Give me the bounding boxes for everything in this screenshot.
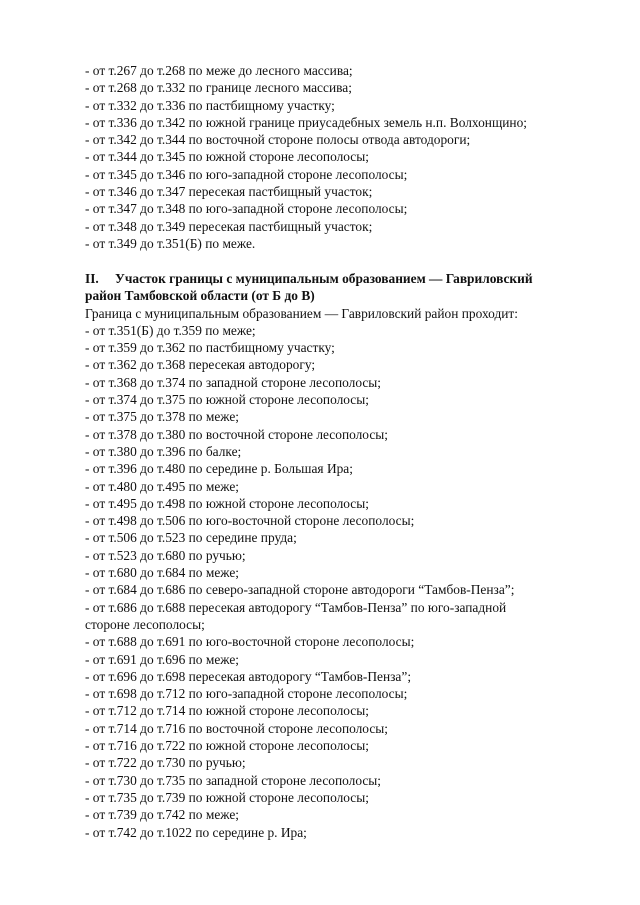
boundary-line: - от т.714 до т.716 по восточной стороне лесополосы; [85, 720, 388, 736]
boundary-line: - от т.378 до т.380 по восточной стороне лесополосы; [85, 426, 388, 442]
boundary-line: - от т.348 до т.349 пересекая пастбищный участок; [85, 218, 373, 234]
boundary-line: - от т.368 до т.374 по западной стороне лесополосы; [85, 374, 382, 390]
boundary-line: - от т.267 до т.268 по меже до лесного массива; [85, 63, 353, 78]
boundary-line: - от т.351(Б) до т.359 по меже; [85, 322, 256, 338]
boundary-line: - от т.349 до т.351(Б) по меже. [85, 235, 256, 251]
boundary-line: - от т.268 до т.332 по границе лесного массива; [85, 80, 352, 96]
boundary-line: - от т.498 до т.506 по юго-восточной стороне лесополосы; [85, 513, 415, 529]
boundary-line: - от т.735 до т.739 по южной стороне лесополосы; [85, 789, 369, 805]
boundary-line: стороне лесополосы; [85, 616, 205, 632]
section-title-line1: Участок границы с муниципальным образованием — Гавриловский [115, 271, 533, 286]
boundary-line: - от т.716 до т.722 по южной стороне лесополосы; [85, 738, 369, 754]
boundary-line: - от т.722 до т.730 по ручью; [85, 755, 246, 771]
boundary-line: - от т.742 до т.1022 по середине р. Ира; [85, 824, 307, 840]
boundary-line: - от т.686 до т.688 пересекая автодорогу “Тамбов-Пенза” по юго-западной [85, 599, 507, 615]
boundary-line: - от т.730 до т.735 по западной стороне лесополосы; [85, 772, 382, 788]
boundary-line: - от т.347 до т.348 по юго-западной стороне лесополосы; [85, 201, 408, 217]
boundary-line: - от т.691 до т.696 по меже; [85, 651, 239, 667]
boundary-line: - от т.712 до т.714 по южной стороне лесополосы; [85, 703, 369, 719]
boundary-line: - от т.332 до т.336 по пастбищному участку; [85, 97, 335, 113]
boundary-line: - от т.359 до т.362 по пастбищному участку; [85, 340, 335, 356]
boundary-line: - от т.346 до т.347 пересекая пастбищный участок; [85, 184, 373, 200]
boundary-line: - от т.506 до т.523 по середине пруда; [85, 530, 297, 546]
boundary-line: - от т.374 до т.375 по южной стороне лесополосы; [85, 392, 369, 408]
boundary-line: - от т.684 до т.686 по северо-западной стороне автодороги “Тамбов-Пенза”; [85, 582, 515, 598]
boundary-line: - от т.680 до т.684 по меже; [85, 565, 239, 581]
boundary-line: - от т.523 до т.680 по ручью; [85, 547, 246, 563]
boundary-line: - от т.342 до т.344 по восточной стороне полосы отвода автодороги; [85, 132, 471, 148]
section-two [85, 270, 605, 841]
boundary-line: - от т.480 до т.495 по меже; [85, 478, 239, 494]
boundary-line: - от т.698 до т.712 по юго-западной стороне лесополосы; [85, 686, 408, 702]
boundary-line: - от т.495 до т.498 по южной стороне лесополосы; [85, 495, 369, 511]
boundary-line: - от т.344 до т.345 по южной стороне лесополосы; [85, 149, 369, 165]
section-intro: Граница с муниципальным образованием — Гавриловский район проходит: [85, 305, 518, 321]
section-title-line2: район Тамбовской области (от Б до В) [85, 288, 315, 304]
boundary-line: - от т.380 до т.396 по балке; [85, 443, 242, 459]
boundary-line: - от т.345 до т.346 по юго-западной стороне лесополосы; [85, 166, 408, 182]
boundary-line: - от т.739 до т.742 по меже; [85, 807, 239, 823]
boundary-line: - от т.688 до т.691 по юго-восточной стороне лесополосы; [85, 634, 415, 650]
boundary-line: - от т.336 до т.342 по южной границе приусадебных земель н.п. Волхонщино; [85, 114, 528, 130]
boundary-line: - от т.375 до т.378 по меже; [85, 409, 239, 425]
boundary-line: - от т.362 до т.368 пересекая автодорогу; [85, 357, 316, 373]
section-heading [85, 270, 605, 287]
boundary-list-top [85, 62, 605, 252]
boundary-line: - от т.396 до т.480 по середине р. Большая Ира; [85, 461, 353, 477]
boundary-line: - от т.696 до т.698 пересекая автодорогу “Тамбов-Пенза”; [85, 668, 412, 684]
section-number: II. [85, 271, 99, 286]
